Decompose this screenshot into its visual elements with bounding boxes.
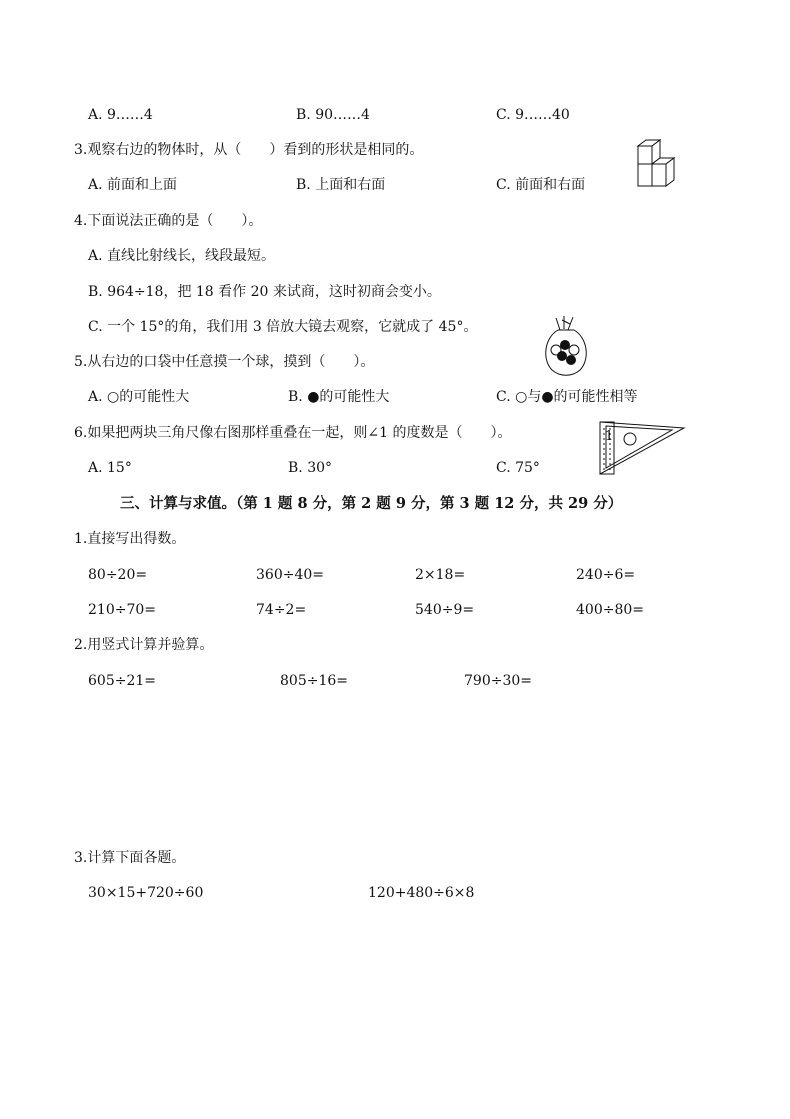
q4-option-b: B. 964÷18，把 18 看作 20 来试商，这时初商会变小。 [88,284,441,300]
q3-option-a: A. 前面和上面 [88,177,178,193]
mental-calc-item: 80÷20= [88,567,148,583]
vertical-calc-item: 790÷30= [464,673,532,689]
mental-calc-item: 400÷80= [576,602,644,618]
ball-bag-figure [540,314,592,378]
cube-stack-figure [628,136,684,192]
mental-calc-item: 210÷70= [88,602,156,618]
part-1-stem: 1.直接写出得数。 [74,531,186,547]
part-2-stem: 2.用竖式计算并验算。 [74,637,214,653]
q4-stem: 4.下面说法正确的是（ ）。 [74,213,263,229]
mental-calc-item: 540÷9= [415,602,475,618]
angle-1-label: 1 [605,429,614,444]
q3-stem: 3.观察右边的物体时，从（ ）看到的形状是相同的。 [74,142,424,158]
q3-option-b: B. 上面和右面 [296,177,386,193]
mental-calc-item: 74÷2= [256,602,307,618]
vertical-calc-item: 605÷21= [88,673,156,689]
q6-option-a: A. 15° [88,460,132,476]
part-3-stem: 3.计算下面各题。 [74,850,186,866]
q4-option-c: C. 一个 15°的角，我们用 3 倍放大镜去观察，它就成了 45°。 [88,319,478,335]
q2-option-a: A. 9……4 [88,107,153,123]
q5-stem: 5.从右边的口袋中任意摸一个球，摸到（ ）。 [74,354,375,370]
set-square-figure [596,414,688,478]
mental-calc-item: 2×18= [415,567,466,583]
q5-option-a: A. ○的可能性大 [88,389,190,405]
q4-option-a: A. 直线比射线长，线段最短。 [88,248,276,264]
q6-option-c: C. 75° [496,460,540,476]
q6-stem: 6.如果把两块三角尺像右图那样重叠在一起，则∠1 的度数是（ ）。 [74,425,512,441]
vertical-calc-item: 805÷16= [280,673,348,689]
q5-option-b: B. ●的可能性大 [288,389,390,405]
mixed-calc-item: 30×15+720÷60 [88,885,204,901]
mental-calc-item: 240÷6= [576,567,636,583]
q3-option-c: C. 前面和右面 [496,177,586,193]
mental-calc-item: 360÷40= [256,567,324,583]
q5-option-c: C. ○与●的可能性相等 [496,389,638,405]
q6-option-b: B. 30° [288,460,333,476]
mixed-calc-item: 120+480÷6×8 [368,885,475,901]
section-3-title: 三、计算与求值。（第 1 题 8 分，第 2 题 9 分，第 3 题 12 分，共 29 分） [120,495,623,512]
q2-option-c: C. 9……40 [496,107,570,123]
q2-option-b: B. 90……4 [296,107,370,123]
